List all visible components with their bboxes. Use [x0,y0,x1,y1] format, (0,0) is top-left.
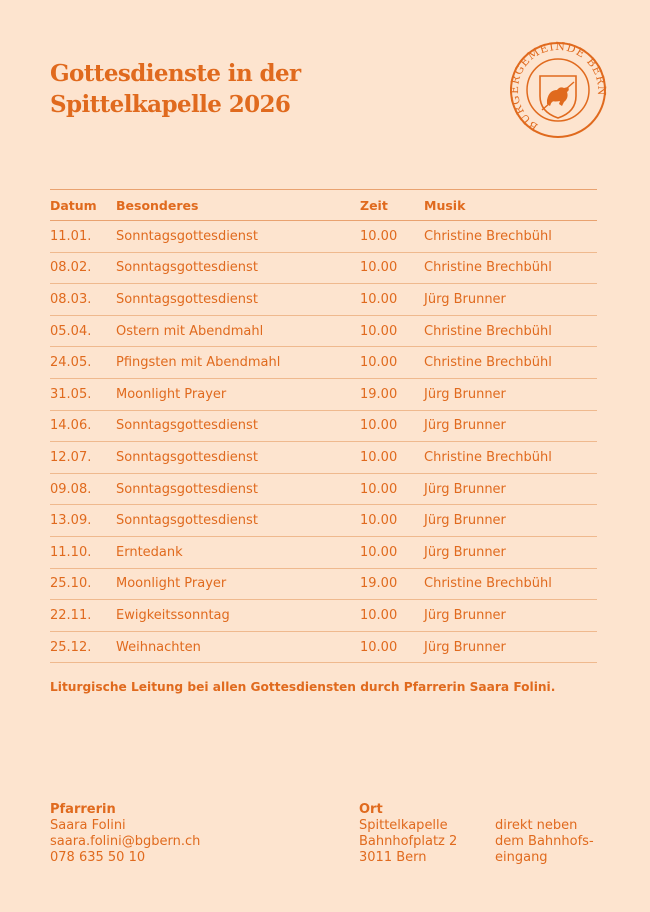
cell-occasion: Moonlight Prayer [116,386,227,402]
location-line-1: Spittelkapelle [359,818,448,833]
header-musik: Musik [424,197,466,213]
cell-music: Jürg Brunner [424,418,506,434]
cell-music: Christine Brechbühl [424,576,552,592]
cell-time: 10.00 [360,260,398,276]
directions-line-3: eingang [495,850,548,865]
cell-music: Jürg Brunner [424,544,506,560]
cell-date: 31.05. [50,386,92,402]
burgergemeinde-seal-logo [508,40,608,140]
bern-bear-shield-icon [540,76,576,118]
table-row [50,536,597,568]
cell-occasion: Erntedank [116,544,183,560]
liturgy-note: Liturgische Leitung bei allen Gottesdiensten durch Pfarrerin Saara Folini. [50,680,556,694]
pastor-heading: Pfarrerin [50,802,116,817]
pastor-name: Saara Folini [50,818,126,833]
cell-date: 09.08. [50,481,92,497]
table-row [50,568,597,600]
table-row [50,252,597,284]
location-line-3: 3011 Bern [359,850,427,865]
cell-date: 05.04. [50,323,92,339]
cell-occasion: Pfingsten mit Abendmahl [116,355,281,371]
header-zeit: Zeit [360,197,388,213]
cell-time: 10.00 [360,228,398,244]
cell-music: Jürg Brunner [424,481,506,497]
cell-music: Jürg Brunner [424,639,506,655]
cell-date: 25.10. [50,576,92,592]
directions-line-1: direkt neben [495,818,578,833]
cell-date: 25.12. [50,639,92,655]
table-row [50,600,597,632]
pastor-contact [50,802,200,866]
cell-time: 10.00 [360,513,398,529]
cell-occasion: Moonlight Prayer [116,576,227,592]
service-schedule-table [50,189,597,663]
table-row [50,347,597,379]
cell-occasion: Sonntagsgottesdienst [116,449,258,465]
cell-occasion: Sonntagsgottesdienst [116,513,258,529]
page-title [50,58,301,120]
cell-time: 10.00 [360,544,398,560]
cell-date: 11.01. [50,228,92,244]
location-heading: Ort [359,802,383,817]
cell-occasion: Ostern mit Abendmahl [116,323,264,339]
title-line-1: Gottesdienste in der [50,60,301,87]
cell-occasion: Sonntagsgottesdienst [116,291,258,307]
cell-date: 08.03. [50,291,92,307]
cell-time: 10.00 [360,639,398,655]
cell-occasion: Sonntagsgottesdienst [116,228,258,244]
cell-date: 14.06. [50,418,92,434]
table-row [50,410,597,442]
cell-time: 19.00 [360,576,398,592]
cell-occasion: Ewigkeitssonntag [116,607,230,623]
pastor-phone: 078 635 50 10 [50,850,146,865]
cell-date: 08.02. [50,260,92,276]
seal-text: BURGERGEMEINDE BERN [508,40,608,134]
cell-time: 10.00 [360,449,398,465]
location-line-2: Bahnhofplatz 2 [359,834,458,849]
title-line-2: Spittelkapelle 2026 [50,91,291,118]
header-besonderes: Besonderes [116,197,199,213]
cell-music: Christine Brechbühl [424,355,552,371]
cell-occasion: Weihnachten [116,639,201,655]
table-row [50,631,597,663]
cell-time: 10.00 [360,481,398,497]
table-row [50,505,597,537]
table-row [50,473,597,505]
cell-occasion: Sonntagsgottesdienst [116,418,258,434]
cell-music: Christine Brechbühl [424,260,552,276]
table-row [50,442,597,474]
cell-time: 10.00 [360,291,398,307]
cell-music: Christine Brechbühl [424,323,552,339]
cell-music: Christine Brechbühl [424,449,552,465]
cell-occasion: Sonntagsgottesdienst [116,481,258,497]
header-datum: Datum [50,197,97,213]
cell-time: 10.00 [360,355,398,371]
pastor-email: saara.folini@bgbern.ch [50,834,201,849]
cell-music: Jürg Brunner [424,386,506,402]
cell-date: 24.05. [50,355,92,371]
cell-music: Jürg Brunner [424,607,506,623]
cell-time: 10.00 [360,323,398,339]
cell-music: Christine Brechbühl [424,228,552,244]
table-row [50,284,597,316]
cell-music: Jürg Brunner [424,513,506,529]
cell-time: 10.00 [360,607,398,623]
table-row [50,315,597,347]
cell-time: 10.00 [360,418,398,434]
cell-date: 22.11. [50,607,92,623]
table-row [50,221,597,253]
location-block [359,802,457,866]
cell-date: 11.10. [50,544,92,560]
cell-time: 19.00 [360,386,398,402]
cell-date: 13.09. [50,513,92,529]
cell-occasion: Sonntagsgottesdienst [116,260,258,276]
cell-music: Jürg Brunner [424,291,506,307]
table-row [50,378,597,410]
cell-date: 12.07. [50,449,92,465]
table-header-row [50,190,597,221]
directions-line-2: dem Bahnhofs- [495,834,594,849]
directions-block [495,818,594,866]
